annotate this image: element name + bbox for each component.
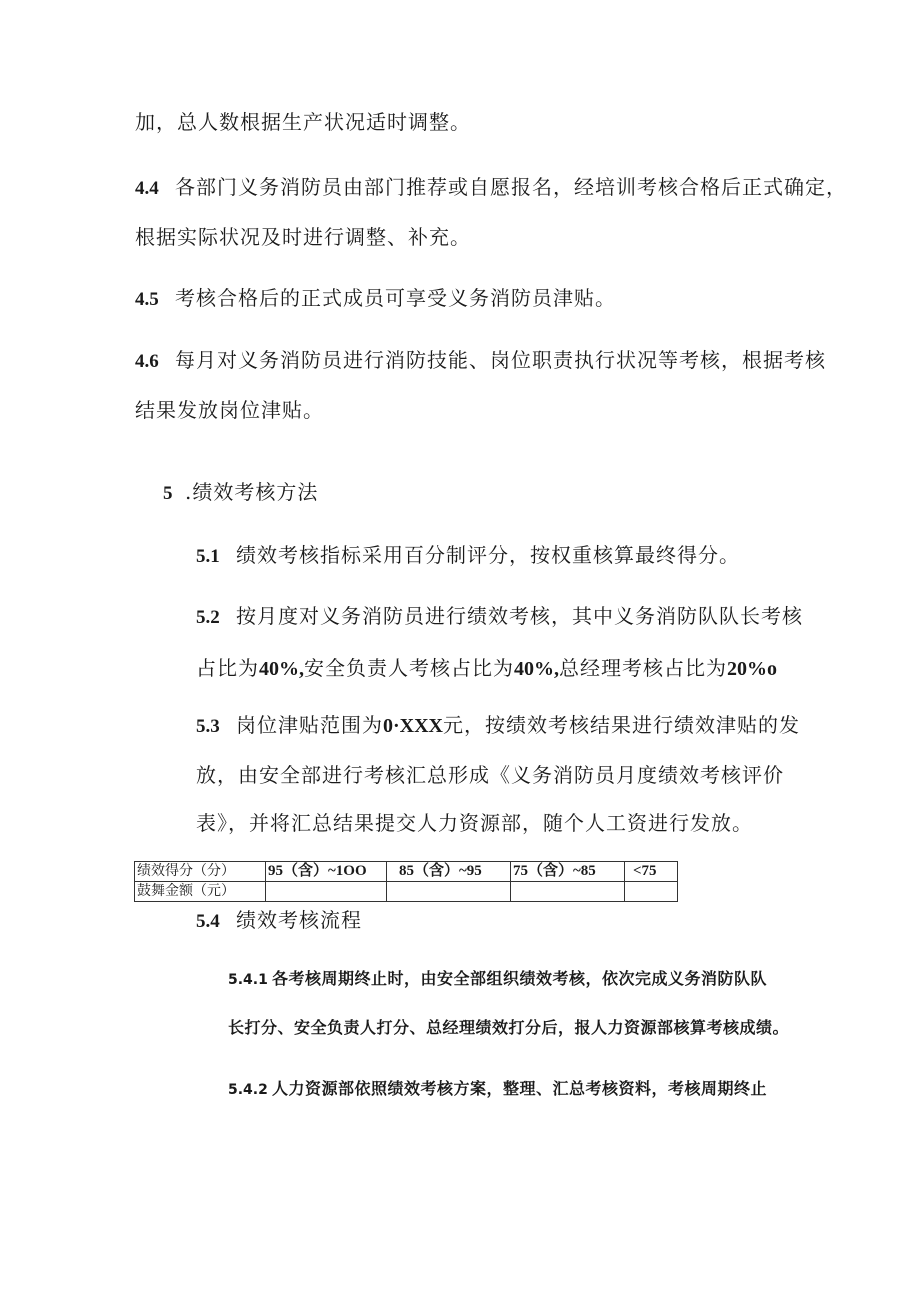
table-cell: 75（含）~85 — [511, 862, 625, 882]
section-text: 绩效考核指标采用百分制评分，按权重核算最终得分。 — [236, 543, 740, 567]
section-5-heading — [163, 480, 318, 506]
section-number: 5.4.1 — [228, 972, 268, 988]
section-4-4-line-2 — [135, 225, 471, 249]
section-5-4-heading — [196, 908, 362, 934]
section-text: 长打分、安全负责人打分、总经理绩效打分后，报人力资源部核算考核成绩。 — [228, 1018, 790, 1037]
section-number: 5.1 — [196, 546, 220, 567]
section-text: 人力资源部依照绩效考核方案，整理、汇总考核资料，考核周期终止 — [272, 1079, 768, 1098]
table-cell: <75 — [625, 862, 678, 882]
section-5-3-line-3 — [196, 811, 753, 835]
percentage-value: 20%o — [727, 658, 777, 680]
table-cell: 绩效得分（分） — [135, 862, 266, 882]
table-row — [135, 862, 678, 882]
paragraph-text: 加，总人数根据生产状况适时调整。 — [135, 110, 471, 134]
section-5-1-line-1 — [196, 543, 740, 569]
section-5-3-line-2 — [196, 763, 784, 787]
section-text: 各部门义务消防员由部门推荐或自愿报名，经培训考核合格后正式确定， — [175, 175, 847, 199]
section-5-3-line-1 — [196, 713, 800, 739]
percentage-value: 40%, — [514, 658, 559, 680]
section-number: 5.4 — [196, 911, 220, 932]
table-row — [135, 882, 678, 902]
table-cell — [625, 882, 678, 902]
allowance-table — [134, 861, 678, 902]
section-text: 总经理考核占比为 — [559, 656, 727, 680]
table-cell: 85（含）~95 — [387, 862, 511, 882]
section-number: 5 — [163, 483, 173, 504]
section-5-4-1-line-2 — [228, 1016, 789, 1040]
section-number: 5.2 — [196, 607, 220, 628]
section-number: 4.5 — [135, 289, 159, 310]
section-5-2-line-1 — [196, 604, 803, 630]
section-4-5-line-1 — [135, 286, 616, 312]
section-text: 考核合格后的正式成员可享受义务消防员津贴。 — [175, 286, 616, 310]
section-5-2-line-2 — [196, 656, 777, 681]
section-text: 各考核周期终止时，由安全部组织绩效考核，依次完成义务消防队队 — [272, 969, 768, 988]
section-text: 根据实际状况及时进行调整、补充。 — [135, 225, 471, 249]
section-number: 5.4.2 — [228, 1082, 268, 1098]
percentage-value: 40%, — [259, 658, 304, 680]
section-text: 按月度对义务消防员进行绩效考核，其中义务消防队队长考核 — [236, 604, 803, 628]
allowance-range: 0·XXX — [383, 715, 443, 737]
section-number: 5.3 — [196, 716, 220, 737]
table-cell — [387, 882, 511, 902]
section-5-4-1-line-1 — [228, 967, 767, 992]
table-cell — [511, 882, 625, 902]
section-title: .绩效考核方法 — [185, 480, 319, 504]
section-5-4-2-line-1 — [228, 1077, 767, 1102]
section-text: 结果发放岗位津贴。 — [135, 398, 324, 422]
section-text: 安全负责人考核占比为 — [304, 656, 514, 680]
table-cell: 95（含）~1OO — [266, 862, 387, 882]
paragraph-continuation — [135, 110, 471, 134]
section-number: 4.6 — [135, 351, 159, 372]
section-number: 4.4 — [135, 178, 159, 199]
section-text: 放，由安全部进行考核汇总形成《义务消防员月度绩效考核评价 — [196, 763, 784, 787]
section-title: 绩效考核流程 — [236, 908, 362, 932]
section-text: 表》，并将汇总结果提交人力资源部，随个人工资进行发放。 — [196, 811, 753, 835]
table-cell: 鼓舞金额（元） — [135, 882, 266, 902]
section-4-6-line-2 — [135, 398, 324, 422]
section-4-6-line-1 — [135, 348, 826, 374]
table-cell — [266, 882, 387, 902]
section-4-4-line-1 — [135, 175, 847, 201]
section-text: 每月对义务消防员进行消防技能、岗位职责执行状况等考核，根据考核 — [175, 348, 826, 372]
section-text: 岗位津贴范围为 — [236, 713, 383, 737]
section-text: 占比为 — [196, 656, 259, 680]
section-text: 元，按绩效考核结果进行绩效津贴的发 — [443, 713, 800, 737]
